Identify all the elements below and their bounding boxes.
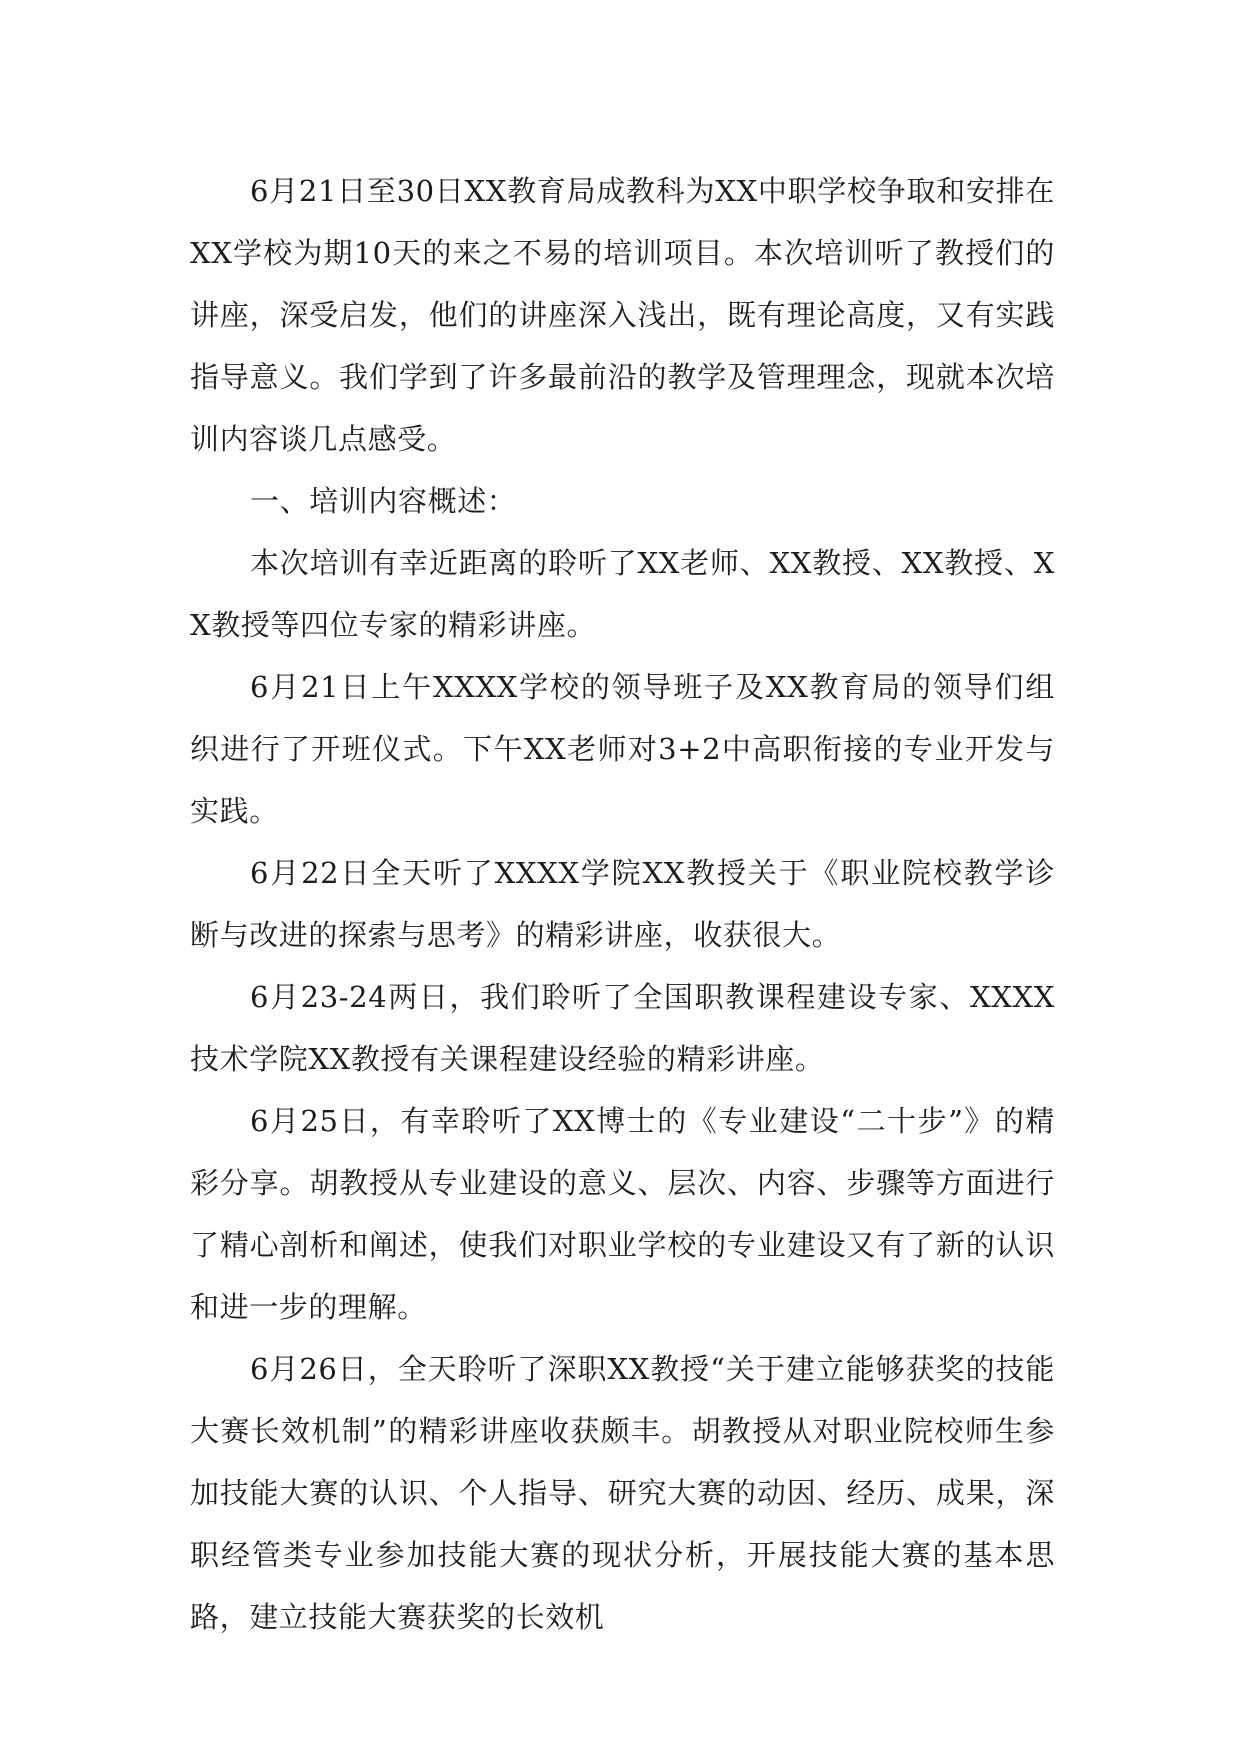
document-body	[190, 160, 1055, 1648]
section-heading-training-overview: 一、培训内容概述：	[250, 484, 517, 518]
paragraph-intro: 6月21日至30日XX教育局成教科为XX中职学校争取和安排在XX学校为期10天的来之不易的培训项目。本次培训听了教授们的讲座，深受启发，他们的讲座深入浅出，既有理论高度，又有实践指导意义。我们学到了许多最前沿的教学及管理理念，现就本次培训内容谈几点感受。	[190, 174, 1055, 456]
paragraph-experts: 本次培训有幸近距离的聆听了XX老师、XX教授、XX教授、XX教授等四位专家的精彩讲座。	[190, 546, 1055, 642]
paragraph-june-23-24: 6月23-24两日，我们聆听了全国职教课程建设专家、XXXX技术学院XX教授有关课程建设经验的精彩讲座。	[190, 980, 1055, 1076]
paragraph-june-21: 6月21日上午XXXX学校的领导班子及XX教育局的领导们组织进行了开班仪式。下午XX老师对3+2中高职衔接的专业开发与实践。	[190, 670, 1055, 828]
paragraph-june-25: 6月25日，有幸聆听了XX博士的《专业建设“二十步”》的精彩分享。胡教授从专业建设的意义、层次、内容、步骤等方面进行了精心剖析和阐述，使我们对职业学校的专业建设又有了新的认识和进一步的理解。	[190, 1104, 1055, 1324]
paragraph-june-26: 6月26日，全天聆听了深职XX教授“关于建立能够获奖的技能大赛长效机制”的精彩讲座收获颇丰。胡教授从对职业院校师生参加技能大赛的认识、个人指导、研究大赛的动因、经历、成果，深职经管类专业参加技能大赛的现状分析，开展技能大赛的基本思路，建立技能大赛获奖的长效机	[190, 1352, 1055, 1634]
paragraph-june-22: 6月22日全天听了XXXX学院XX教授关于《职业院校教学诊断与改进的探索与思考》的精彩讲座，收获很大。	[190, 856, 1055, 952]
